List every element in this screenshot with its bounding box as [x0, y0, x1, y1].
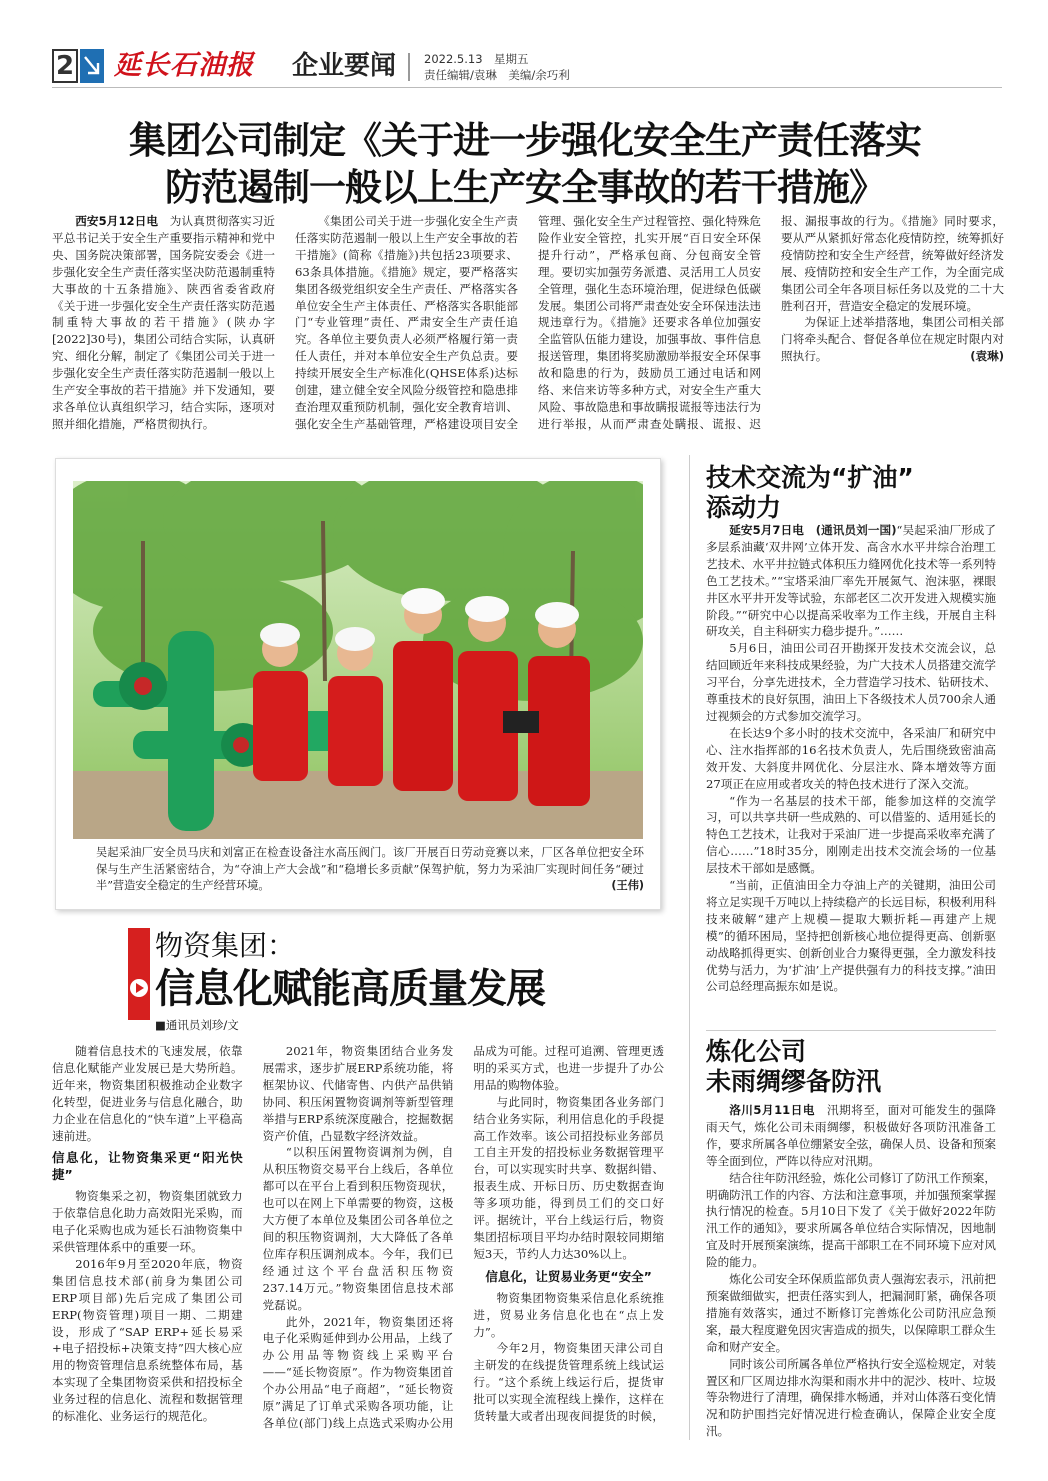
corner-arrow-icon — [80, 49, 104, 83]
lead-dateline: 西安5月12日电 — [75, 214, 159, 228]
tech-reporter: (通讯员刘一国) — [815, 523, 897, 537]
feature-kicker: 物资集团： — [155, 929, 296, 962]
feature-paragraph-7: 与此同时，物资集团各业务部门结合业务实际，利用信息化的手段提高工作效率。该公司招投标业务部员工自主开发的招投标业务数据管理平台，可以实现实时共享、数据纠错、报表生成、开标日历、历史数据查询等多项功能，得到员工们的交口好评。据统计，平台上线运行后，物资集团招标项目平均办结时限较同期缩短3天，节约人力达30%以上。 — [473, 1094, 664, 1261]
play-arrow-icon — [129, 978, 149, 998]
date-line: 2022.5.13 星期五 — [424, 52, 529, 66]
refinery-paragraph-1: 汛期将至，面对可能发生的强降雨天气，炼化公司未雨绸缪，积极做好各项防汛准备工作，要求所属各单位绷紧安全弦，确保人员、设备和预案等全面到位，严阵以待应对汛期。 — [706, 1103, 996, 1168]
tech-paragraph-2: 5月6日，油田公司召开勘探开发技术交流会议，总结回顾近年来科技成果经验，为广大技术人员搭建交流学习平台，分享先进技术，全力营造学习技术、钻研技术、尊重技术的良好氛围，油田上下各级技术人员700余人通过视频会的方式参加交流学习。 — [706, 641, 996, 723]
feature-paragraph-5: “以积压闲置物资调剂为例，自从积压物资交易平台上线后，各单位都可以在平台上看到积压物资现状，也可以在网上下单需要的物资，这极大方便了本单位及集团公司各单位之间的积压物资调剂，大大降低了各单位库存积压调剂成本。今年，我们已经通过这个平台盘活积压物资237.14万元。”物资集团信息技术部党磊说。 — [262, 1145, 454, 1312]
feature-paragraph-3: 2016年9月至2020年底，物资集团信息技术部(前身为集团公司ERP项目部)先后完成了集团公司ERP(物资管理)项目一期、二期建设，形成了“SAP ERP+延长易采+电子招投标+决策支持”四大核心应用的物资管理信息系统整体布局，基本实现了全集团物资采供和招投标全业务过程的信息化、流程和数据管理的标准化、业务运行的规范化。 — [52, 1256, 243, 1424]
header-divider — [408, 53, 410, 81]
editor-line: 责任编辑/袁琳 美编/余巧利 — [424, 68, 570, 82]
feature-accent-bar — [128, 928, 150, 1020]
tech-paragraph-5: “当前，正值油田全力夺油上产的关键期，油田公司将立足实现千万吨以上持续稳产的长远目标，积极利用科技来破解“建产上规模—提取大颗折耗—再建产上规模”的循环困局，坚持把创新核心地位提得更高、创新驱动战略抓得更实、创新创业合力聚得更强，全力激发科技优势与活力，为‘扩油’上产提供强有力的科技支撑。”油田公司总经理高振东如是说。 — [706, 878, 996, 994]
tech-dateline: 延安5月7日电 — [729, 523, 804, 537]
page-number-box — [52, 49, 78, 83]
photo-caption-text: 吴起采油厂安全员马庆和刘富正在检查设备注水高压阀门。该厂开展百日劳动竞赛以来，厂区各单位把安全环保与生产生活紧密结合，为“夺油上产大会战”和“稳增长多贡献”保驾护航，努力为采油厂实现时间任务“硬过半”营造安全稳定的生产经营环境。 — [96, 846, 644, 892]
refinery-dateline: 洛川5月11日电 — [729, 1103, 815, 1117]
feature-byline: ■通讯员刘珍/文 — [155, 1018, 239, 1032]
page-number: 2 — [55, 51, 75, 81]
lead-paragraph-3: 为保证上述举措落地，集团公司相关部门将牵头配合、督促各单位在规定时限内对照执行。 — [781, 315, 1004, 364]
photo-frame — [55, 458, 661, 910]
section-title: 企业要闻 — [292, 51, 397, 81]
right-rail-divider — [689, 455, 690, 1440]
feature-paragraph-9: 今年2月，物资集团天津公司自主研发的在线提货管理系统上线试运行。“这个系统上线运行后，提货审批可以实现全流程线上操作，这样在货转量大或者出现夜间提货的时候， — [473, 1341, 664, 1424]
tech-headline-line-2: 添动力 — [706, 493, 782, 522]
refinery-article-body — [706, 1102, 996, 1440]
refinery-headline-line-1: 炼化公司 — [706, 1037, 807, 1066]
refinery-paragraph-2: 结合往年防汛经验，炼化公司修订了防汛工作预案，明确防汛工作的内容、方法和注意事项，并加强预案掌握执行情况的检查。5月10日下发了《关于做好2022年防汛工作的通知》，要求所属各单位结合实际情况，因地制宜及时开展预案演练，提高干部职工在不同环境下应对风险的能力。 — [706, 1170, 996, 1270]
feature-subhead-1: 信息化，让物资集采更“阳光快捷” — [52, 1150, 243, 1183]
refinery-paragraph-4: 同时该公司所属各单位严格执行安全巡检规定，对装置区和厂区周边排水沟渠和雨水井中的泥沙、枝叶、垃圾等杂物进行了清理，确保排水畅通，并对山体落石变化情况和防护围挡完好情况进行检查确认，保障企业安全度汛。 — [706, 1356, 996, 1439]
lead-article-body — [52, 213, 1004, 445]
tech-headline-line-1: 技术交流为“扩油” — [706, 463, 914, 492]
photo-caption — [96, 845, 644, 895]
masthead-logo: 延长石油报 — [114, 50, 254, 81]
feature-paragraph-4: 2021年，物资集团结合业务发展需求，逐步扩展ERP系统功能，将框架协议、代储寄售、内供产品供销协同、积压闲置物资调剂等新型管理举措与ERP系统深度融合，挖掘数据资产价值，凸显数字经济效益。 — [262, 1044, 454, 1143]
photo-illustration — [73, 481, 643, 839]
lead-author: (袁琳) — [970, 349, 1004, 364]
feature-subhead-2: 信息化，让贸易业务更“安全” — [485, 1268, 652, 1284]
feature-paragraph-2: 物资集采之初，物资集团就致力于依靠信息化助力高效阳光采购，而电子化采购也成为延长石油物资集中采供管理体系中的重要一环。 — [52, 1189, 243, 1254]
tech-paragraph-4: “作为一名基层的技术干部，能参加这样的交流学习，可以共享共研一些成熟的、可以借鉴的、适用延长的特色工艺技术，让我对于采油厂进一步提高采收率充满了信心……”18时35分，刚刚走出技术交流会场的一位基层技术干部如是感慨。 — [706, 793, 996, 876]
refinery-paragraph-3: 炼化公司安全环保质监部负责人强海宏表示，汛前把预案做细做实，把责任落实到人，把漏洞盯紧，确保各项措施有效落实，通过不断修订完善炼化公司防汛应急预案，最大程度避免因灾害造成的损失，以保障职工群众生命和财产安全。 — [706, 1272, 996, 1354]
feature-article-body — [52, 1043, 664, 1435]
lead-headline-line-2: 防范遏制一般以上生产安全事故的若干措施》 — [165, 166, 885, 209]
lead-headline-line-1: 集团公司制定《关于进一步强化安全生产责任落实 — [129, 119, 921, 162]
feature-headline: 信息化赋能高质量发展 — [155, 966, 545, 1012]
page-header — [52, 47, 1002, 89]
header-rule — [52, 87, 1002, 88]
tech-paragraph-1: “吴起采油厂形成了多层系油藏‘双井网’立体开发、高含水水平井综合治理工艺技术、水平井拉链式体积压力缝网优化技术等一系列特色工艺技术。”“宝塔采油厂率先开展氮气、泡沫驱，裸眼井区水平井开发等试验，东部老区二次开发进入规模实施阶段。”“研究中心以提高采收率为工作主线，开展自主科研攻关，自主科研实力稳步提升。”…… — [706, 523, 996, 639]
feature-paragraph-8: 物资集团物资集采信息化系统推进，贸易业务信息化也在“点上发力”。 — [473, 1290, 664, 1339]
feature-paragraph-6: 此外，2021年，物资集团还将电子化采购延伸到办公用品，上线了办公用品等物资线上采购平台——“延长物资原”。作为物资集团首个办公用品“电子商超”，“延长物资原”满足了订单式采购各项功能，让各单位(部门)线上点选式采购办公用品成为可能。过程可追溯、管理更透明的采买方式，也进一步提升了办公用品的购物体验。 — [262, 1044, 664, 1430]
news-photo — [73, 481, 643, 839]
tech-paragraph-3: 在长达9个多小时的技术交流中，各采油厂和研究中心、注水指挥部的16名技术负责人，先后围绕致密油高效开发、大斜度井网优化、分层注水、降本增效等方面27项正在应用或者攻关的特色技术进行了深入交流。 — [706, 725, 996, 791]
lead-paragraph-1: 为认真贯彻落实习近平总书记关于安全生产重要指示精神和党中央、国务院决策部署，国务院安委会《进一步强化安全生产责任落实坚决防范遏制重特大事故的十五条措施》、陕西省委省政府《关于进一步强化安全生产责任落实防范遏制重特大事故的若干措施》(陕办字[2022]30号)，集团公司结合实际，认真研究、细化分解，制定了《集团公司关于进一步强化安全生产责任落实防范遏制一般以上生产安全事故的若干措施》并下发通知，要求各单位认真组织学习，结合实际，逐项对照并细化措施，严格贯彻执行。 — [52, 214, 275, 431]
tech-article-body — [706, 522, 996, 1022]
feature-paragraph-1: 随着信息技术的飞速发展，依靠信息化赋能产业发展已是大势所趋。近年来，物资集团积极推动企业数字化转型，促进业务与信息化融合，助力企业在信息化的“快车道”上平稳高速前进。 — [52, 1044, 243, 1143]
refinery-headline-line-2: 未雨绸缪备防汛 — [706, 1067, 882, 1096]
refinery-top-rule — [706, 1030, 996, 1031]
lead-paragraph-2: 《集团公司关于进一步强化安全生产责任落实防范遏制一般以上生产安全事故的若干措施》(简称《措施》)共包括23项要求、63条具体措施。《措施》规定，要严格落实集团各级党组织安全生产责任、严格落实各单位安全生产主体责任、严格落实各职能部门“专业管理”责任、严肃安全生产责任追究。各单位主要负责人必须严格履行第一责任人责任，并对本单位安全生产负总责。要持续开展安全生产标准化(QHSE体系)达标创建，建立健全安全风险分级管控和隐患排查治理双重预防机制，强化安全教育培训、强化安全生产基础管理，严格建设项目安全管理、强化安全生产过程管控、强化特殊危险作业安全管控，扎实开展“百日安全环保提升行动”，严格承包商、分包商安全管理。要切实加强劳务派遣、灵活用工人员安全管理，强化生态环境治理，促进绿色低碳发展。集团公司将严肃查处安全环保违法违规违章行为。《措施》还要求各单位加强安全监管队伍能力建设，加强事故、事件信息报送管理，集团将奖励激励举报安全环保事故和隐患的行为，鼓励员工通过电话和网络、来信来访等多种方式，对安全生产重大风险、事故隐患和事故瞒报谎报等违法行为进行举报，从而严肃查处瞒报、谎报、迟报、漏报事故的行为。《措施》同时要求，要从严从紧抓好常态化疫情防控，统筹抓好疫情防控和安全生产经营，统筹做好经济发展、疫情防控和安全生产工作，为全面完成集团公司全年各项目标任务以及党的二十大胜利召开，营造安全稳定的发展环境。 — [295, 214, 1004, 431]
photo-author: (王伟) — [611, 879, 644, 892]
